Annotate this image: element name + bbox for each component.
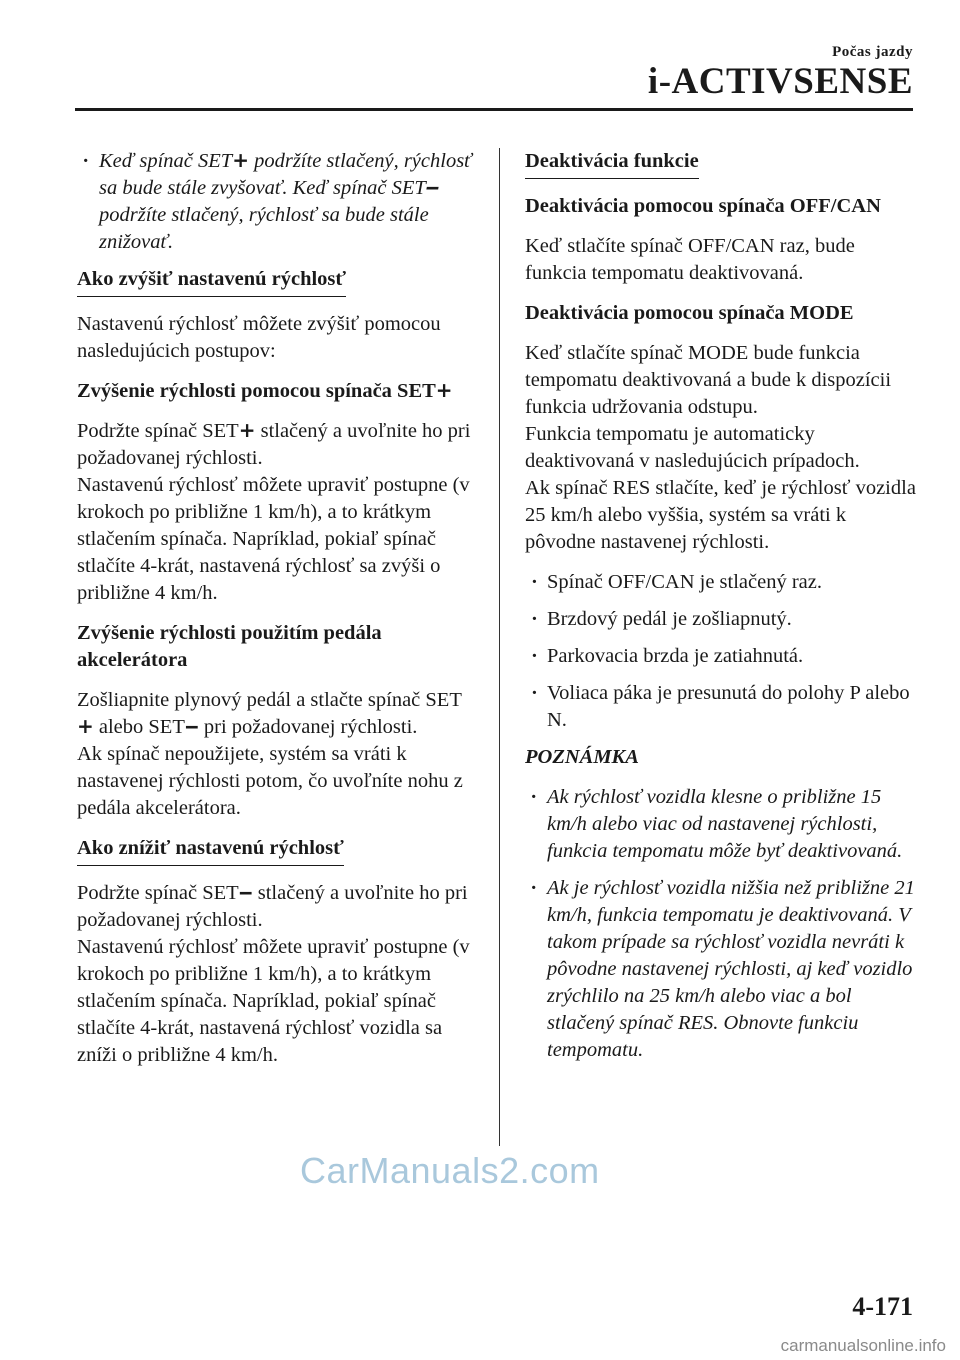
list-item: · Keď spínač SET+ podržíte stlačený, rýchlosť sa bude stále zvyšovať. Keď spínač SET‒ podržíte stlačený, rýchlosť sa bude stále znižovať.	[77, 148, 477, 256]
right-column	[525, 148, 920, 1074]
heading-deactivation: Deaktivácia funkcie	[525, 148, 699, 179]
minus-icon: ‒	[425, 175, 440, 199]
heading-pedal: Zvýšenie rýchlosti použitím pedála akcelerátora	[77, 622, 382, 671]
heading-set-plus: Zvýšenie rýchlosti pomocou spínača SET+	[77, 378, 453, 402]
minus-icon: ‒	[238, 880, 253, 904]
minus-icon: ‒	[184, 714, 199, 738]
page-number: 4-171	[852, 1292, 913, 1321]
condition-list	[525, 569, 920, 734]
heading-increase: Ako zvýšiť nastavenú rýchlosť	[77, 266, 346, 297]
paragraph: Podržte spínač SET‒ stlačený a uvoľnite ho pri požadovanej rýchlosti. Nastavenú rýchlosť môžete upraviť postupne (v krokoch po približne 1 km/h), a to krátkym stlačením spínača. Napríklad, pokiaľ spínač stlačíte 4-krát, nastavená rýchlosť vozidla sa zníži o približne 4 km/h.	[77, 880, 470, 1066]
intro-list	[77, 148, 477, 256]
header-title: i-ACTIVSENSE	[647, 61, 913, 102]
list-item: · Parkovacia brzda je zatiahnutá.	[525, 643, 920, 670]
heading-offcan: Deaktivácia pomocou spínača OFF/CAN	[525, 195, 881, 217]
watermark: CarManuals2.com	[300, 1150, 600, 1191]
paragraph: Nastavenú rýchlosť môžete zvýšiť pomocou nasledujúcich postupov:	[77, 313, 441, 362]
header-subtitle: Počas jazdy	[832, 44, 913, 60]
list-item: · Voliaca páka je presunutá do polohy P alebo N.	[525, 680, 920, 734]
plus-icon: +	[435, 378, 453, 402]
list-item: · Spínač OFF/CAN je stlačený raz.	[525, 569, 920, 596]
footer-watermark: carmanualsonline.info	[780, 1336, 946, 1355]
header-rule	[75, 108, 913, 111]
note-list	[525, 784, 920, 1064]
column-divider	[499, 148, 500, 1146]
list-item: · Brzdový pedál je zošliapnutý.	[525, 606, 920, 633]
heading-decrease: Ako znížiť nastavenú rýchlosť	[77, 835, 344, 866]
paragraph: Keď stlačíte spínač MODE bude funkcia tempomatu deaktivovaná a bude k dispozícii funkcia udržovania odstupu. Funkcia tempomatu je automaticky deaktivovaná v nasledujúcich prípadoch. Ak spínač RES stlačíte, keď je rýchlosť vozidla 25 km/h alebo vyššia, systém sa vráti k pôvodne nastavenej rýchlosti.	[525, 342, 916, 553]
note-title: POZNÁMKA	[525, 746, 639, 768]
plus-icon: +	[232, 148, 249, 172]
paragraph: Zošliapnite plynový pedál a stlačte spínač SET+ alebo SET‒ pri požadovanej rýchlosti. Ak spínač nepoužijete, systém sa vráti k nastavenej rýchlosti potom, čo uvoľníte nohu z pedála akcelerátora.	[77, 689, 463, 819]
list-item: · Ak rýchlosť vozidla klesne o približne 15 km/h alebo viac od nastavenej rýchlosti, funkcia tempomatu môže byť deaktivovaná.	[525, 784, 920, 865]
heading-mode: Deaktivácia pomocou spínača MODE	[525, 302, 854, 324]
plus-icon: +	[238, 418, 256, 442]
plus-icon: +	[77, 714, 94, 738]
paragraph: Podržte spínač SET+ stlačený a uvoľnite ho pri požadovanej rýchlosti. Nastavenú rýchlosť môžete upraviť postupne (v krokoch po približne 1 km/h), a to krátkym stlačením spínača. Napríklad, pokiaľ spínač stlačíte 4-krát, nastavená rýchlosť sa zvýši o približne 4 km/h.	[77, 418, 471, 604]
left-column	[77, 148, 477, 1082]
list-item: · Ak je rýchlosť vozidla nižšia než približne 21 km/h, funkcia tempomatu je deaktivovaná. V takom prípade sa rýchlosť vozidla nevráti k pôvodne nastavenej rýchlosti, aj keď vozidlo zrýchlilo na 25 km/h alebo viac a bol stlačený spínač RES. Obnovte funkciu tempomatu.	[525, 875, 920, 1064]
paragraph: Keď stlačíte spínač OFF/CAN raz, bude funkcia tempomatu deaktivovaná.	[525, 235, 855, 284]
